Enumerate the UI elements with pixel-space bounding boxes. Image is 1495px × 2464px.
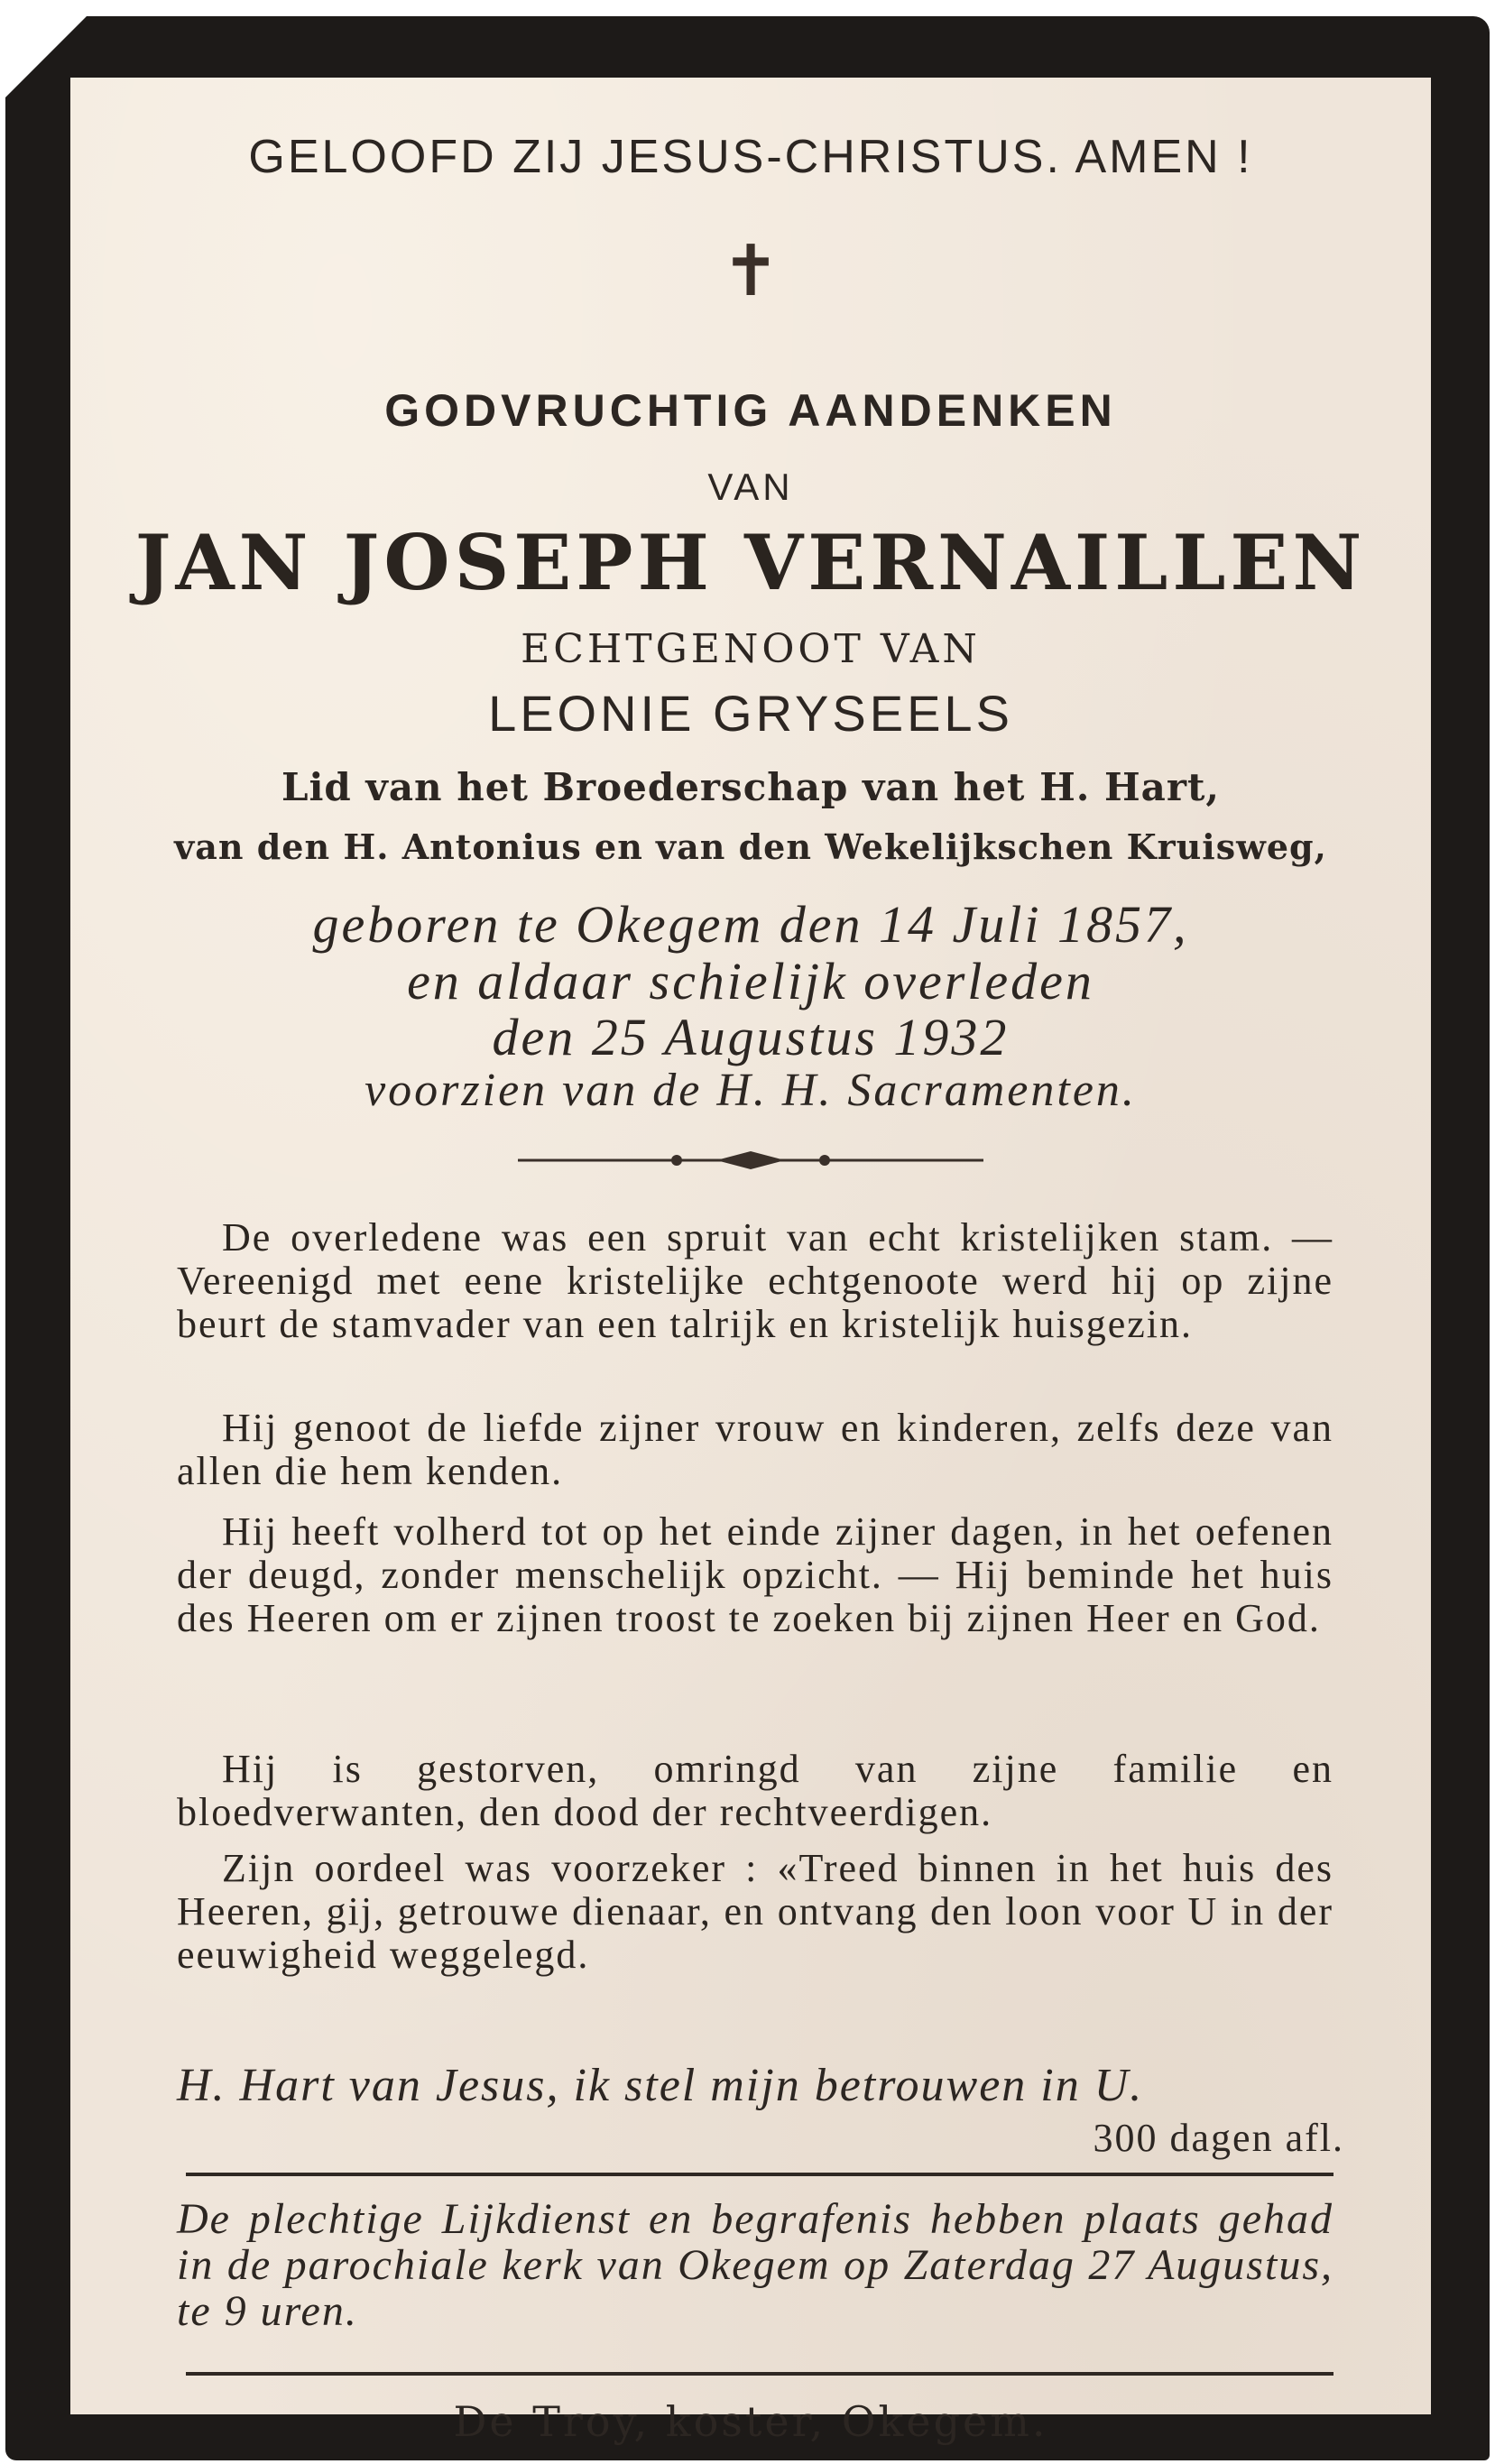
- funeral-notice: De plechtige Lijkdienst en begrafenis hebben plaats gehad in de parochiale kerk van Okegem op Zaterdag 27 Augustus, te 9 uren.: [177, 2195, 1334, 2335]
- death-line-2: den 25 Augustus 1932: [492, 1008, 1010, 1066]
- birth-line: geboren te Okegem den 14 Juli 1857,: [312, 895, 1189, 954]
- body-paragraph-4: Hij is gestorven, omringd van zijne familie en bloedverwanten, den dood der rechtveerdigen.: [177, 1747, 1334, 1834]
- divider-rule-bottom: [186, 2372, 1334, 2376]
- deceased-name: JAN JOSEPH VERNAILLEN: [134, 518, 1367, 607]
- membership-line-2: van den H. Antonius en van den Wekelijkschen Kruisweg,: [174, 826, 1327, 867]
- ornament-divider: [518, 1149, 983, 1171]
- card-paper: [70, 78, 1431, 2446]
- body-paragraph-1: De overledene was een spruit van echt kristelijken stam. — Vereenigd met eene kristelijke echtgenoote werd hij op zijne beurt de stamvader van een talrijk en kristelijk huisgezin.: [177, 1215, 1334, 1346]
- sacraments-line: voorzien van de H. H. Sacramenten.: [365, 1065, 1137, 1116]
- cross-icon: ✝: [721, 231, 780, 312]
- divider-rule-top: [186, 2173, 1334, 2176]
- body-paragraph-5: Zijn oordeel was voorzeker : «Treed binnen in het huis des Heeren, gij, getrouwe dienaar, en ontvang den loon voor U in der eeuwigheid weggelegd.: [177, 1846, 1334, 1977]
- greeting-line: GELOOFD ZIJ JESUS-CHRISTUS. AMEN !: [248, 131, 1253, 183]
- body-paragraph-3: Hij heeft volherd tot op het einde zijner dagen, in het oefenen der deugd, zonder menschelijk opzicht. — Hij beminde het huis des Heeren om er zijnen troost te zoeken bij zijnen Heer en God.: [177, 1509, 1334, 1640]
- membership-line-1: Lid van het Broederschap van het H. Hart,: [281, 765, 1221, 809]
- heading-van: VAN: [707, 466, 794, 508]
- spouse-name: LEONIE GRYSEELS: [488, 685, 1013, 742]
- memorial-card: [5, 16, 1490, 2460]
- heading-title: GODVRUCHTIG AANDENKEN: [384, 385, 1117, 436]
- indulgence-note: 300 dagen afl.: [1093, 2116, 1344, 2160]
- prayer-line: H. Hart van Jesus, ik stel mijn betrouwen in U.: [177, 2060, 1144, 2111]
- body-paragraph-2: Hij genoot de liefde zijner vrouw en kinderen, zelfs deze van allen die hem kenden.: [177, 1406, 1334, 1493]
- spouse-intro: ECHTGENOOT VAN: [521, 626, 981, 672]
- death-line-1: en aldaar schielijk overleden: [407, 952, 1094, 1011]
- printer-credit: De Troy, koster, Okegem.: [453, 2397, 1048, 2446]
